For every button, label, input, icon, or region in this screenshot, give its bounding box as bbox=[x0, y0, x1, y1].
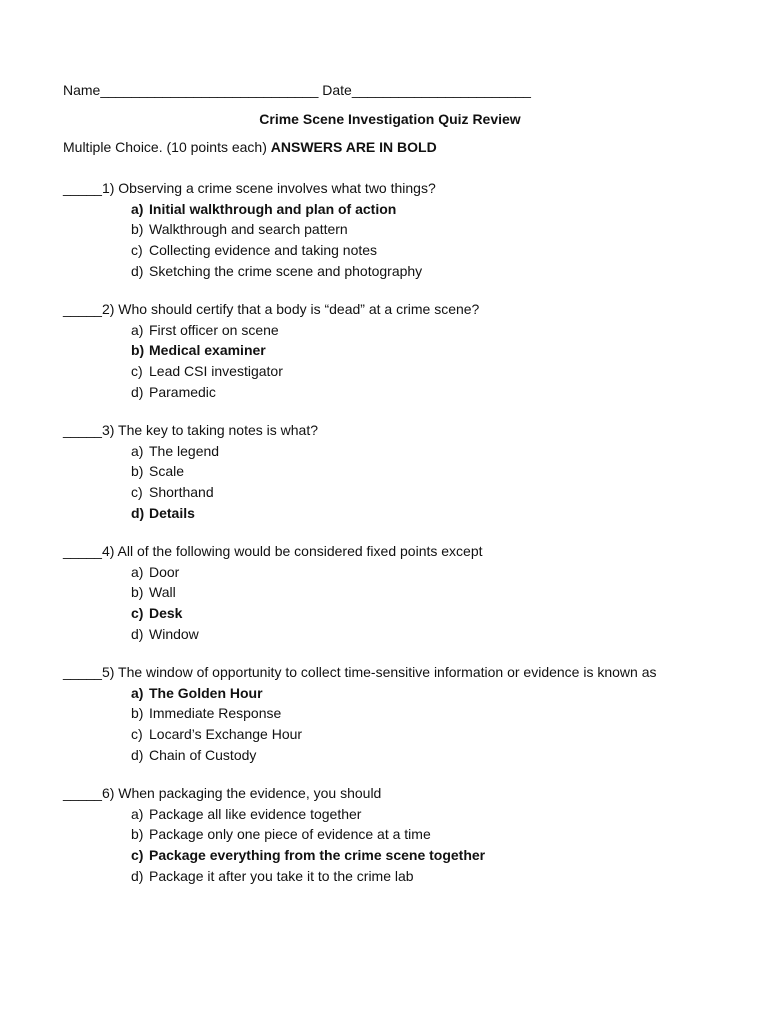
option-text: Collecting evidence and taking notes bbox=[149, 242, 378, 259]
name-label: Name bbox=[63, 82, 101, 98]
option-6-c bbox=[131, 845, 485, 865]
answer-blank: _____ bbox=[63, 785, 102, 801]
answer-blank: _____ bbox=[63, 301, 102, 317]
option-text: Package only one piece of evidence at a time bbox=[149, 826, 431, 843]
option-letter: a) bbox=[131, 805, 144, 822]
option-text: Sketching the crime scene and photography bbox=[149, 262, 423, 279]
option-5-c bbox=[131, 724, 302, 744]
instructions-emphasis: ANSWERS ARE IN BOLD bbox=[270, 139, 437, 155]
option-letter: b) bbox=[131, 705, 144, 722]
option-3-a bbox=[131, 441, 219, 461]
option-text: The legend bbox=[149, 442, 220, 459]
question-text: 5) The window of opportunity to collect time-sensitive information or evidence is known as bbox=[101, 664, 657, 680]
option-5-a bbox=[131, 683, 263, 703]
option-letter: a) bbox=[131, 321, 144, 338]
option-4-a bbox=[131, 562, 179, 582]
option-letter: b) bbox=[131, 584, 144, 601]
option-letter: b) bbox=[131, 342, 145, 359]
page-title: Crime Scene Investigation Quiz Review bbox=[259, 111, 521, 127]
question-6 bbox=[63, 783, 381, 803]
question-5 bbox=[63, 662, 657, 682]
instructions bbox=[63, 137, 437, 157]
header-line bbox=[63, 80, 531, 100]
date-label: Date bbox=[322, 82, 352, 98]
option-4-c bbox=[131, 603, 182, 623]
option-letter: a) bbox=[131, 684, 144, 701]
question-3 bbox=[63, 420, 318, 440]
option-2-d bbox=[131, 382, 216, 402]
option-letter: b) bbox=[131, 221, 144, 238]
option-letter: c) bbox=[131, 726, 143, 743]
question-text: 6) When packaging the evidence, you should bbox=[101, 785, 382, 801]
option-letter: d) bbox=[131, 262, 144, 279]
option-letter: d) bbox=[131, 383, 144, 400]
option-1-a bbox=[131, 199, 396, 219]
option-1-d bbox=[131, 261, 422, 281]
option-2-b bbox=[131, 340, 266, 360]
option-letter: d) bbox=[131, 625, 144, 642]
option-text: Locard’s Exchange Hour bbox=[149, 726, 303, 743]
question-1 bbox=[63, 178, 436, 198]
option-text: Shorthand bbox=[149, 484, 214, 501]
option-text: Package it after you take it to the crime lab bbox=[149, 867, 414, 884]
instructions-text: Multiple Choice. (10 points each) bbox=[63, 139, 267, 155]
option-letter: c) bbox=[131, 484, 143, 501]
option-3-b bbox=[131, 461, 184, 481]
option-2-a bbox=[131, 320, 279, 340]
option-text: Wall bbox=[149, 584, 176, 601]
option-text: Immediate Response bbox=[149, 705, 282, 722]
answer-blank: _____ bbox=[63, 180, 102, 196]
answer-blank: _____ bbox=[63, 543, 102, 559]
option-text: Package all like evidence together bbox=[149, 805, 362, 822]
option-letter: c) bbox=[131, 605, 144, 622]
option-text: First officer on scene bbox=[149, 321, 279, 338]
option-text: Paramedic bbox=[149, 383, 216, 400]
answer-blank: _____ bbox=[63, 422, 102, 438]
option-text: Chain of Custody bbox=[149, 746, 257, 763]
option-text: The Golden Hour bbox=[149, 684, 263, 701]
option-letter: c) bbox=[131, 847, 144, 864]
question-text: 2) Who should certify that a body is “dead” at a crime scene? bbox=[101, 301, 480, 317]
option-3-c bbox=[131, 482, 214, 502]
option-4-b bbox=[131, 582, 176, 602]
question-2 bbox=[63, 299, 479, 319]
option-text: Initial walkthrough and plan of action bbox=[149, 200, 397, 217]
answer-blank: _____ bbox=[63, 664, 102, 680]
option-text: Lead CSI investigator bbox=[149, 363, 283, 380]
option-3-d bbox=[131, 503, 195, 523]
option-text: Desk bbox=[149, 605, 183, 622]
option-6-b bbox=[131, 824, 431, 844]
option-1-c bbox=[131, 240, 377, 260]
option-1-b bbox=[131, 219, 348, 239]
option-letter: b) bbox=[131, 463, 144, 480]
option-5-b bbox=[131, 703, 281, 723]
name-blank: ____________________________ bbox=[100, 82, 319, 98]
option-text: Details bbox=[149, 504, 195, 521]
question-4 bbox=[63, 541, 483, 561]
option-letter: c) bbox=[131, 363, 143, 380]
option-letter: c) bbox=[131, 242, 143, 259]
option-5-d bbox=[131, 745, 256, 765]
option-letter: a) bbox=[131, 200, 144, 217]
option-letter: a) bbox=[131, 442, 144, 459]
option-text: Walkthrough and search pattern bbox=[149, 221, 348, 238]
question-text: 4) All of the following would be considered fixed points except bbox=[101, 543, 483, 559]
option-letter: b) bbox=[131, 826, 144, 843]
option-4-d bbox=[131, 624, 199, 644]
option-text: Scale bbox=[149, 463, 185, 480]
option-letter: d) bbox=[131, 746, 144, 763]
option-text: Medical examiner bbox=[149, 342, 266, 359]
date-blank: _______________________ bbox=[351, 82, 531, 98]
option-letter: d) bbox=[131, 504, 145, 521]
option-2-c bbox=[131, 361, 283, 381]
option-letter: d) bbox=[131, 867, 144, 884]
option-letter: a) bbox=[131, 563, 144, 580]
option-text: Window bbox=[149, 625, 199, 642]
option-6-a bbox=[131, 804, 361, 824]
question-text: 3) The key to taking notes is what? bbox=[101, 422, 319, 438]
option-text: Package everything from the crime scene together bbox=[149, 847, 486, 864]
option-text: Door bbox=[149, 563, 180, 580]
question-text: 1) Observing a crime scene involves what two things? bbox=[101, 180, 436, 196]
option-6-d bbox=[131, 866, 414, 886]
